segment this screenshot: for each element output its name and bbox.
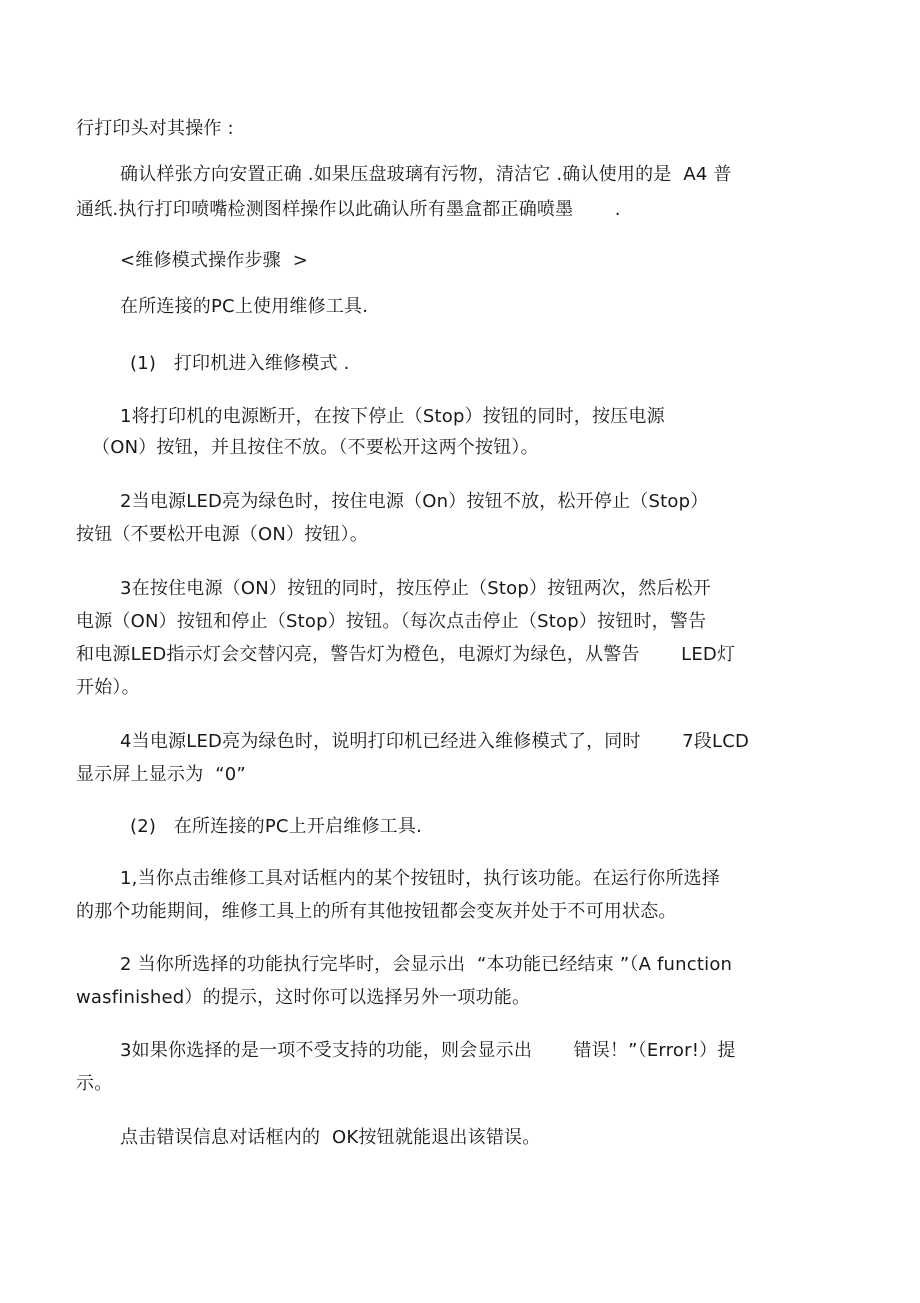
text-line: 行打印头对其操作 : (76, 118, 234, 139)
text-line: 3如果你选择的是一项不受支持的功能，则会显示出 错误！”（Error!）提 (120, 1040, 736, 1061)
text-line: 点击错误信息对话框内的 OK按钮就能退出该错误。 (120, 1127, 541, 1148)
text-line: 的那个功能期间，维修工具上的所有其他按钮都会变灰并处于不可用状态。 (76, 901, 677, 922)
text-line: 确认样张方向安置正确 .如果压盘玻璃有污物，清洁它 .确认使用的是 A4 普 (120, 164, 732, 185)
step-heading: (2) 在所连接的PC上开启维修工具. (130, 816, 423, 837)
step-heading: (1) 打印机进入维修模式 . (130, 353, 350, 374)
text-line: 开始）。 (76, 677, 140, 698)
text-line: 按钮（不要松开电源（ON）按钮）。 (76, 524, 369, 545)
text-line: 2 当你所选择的功能执行完毕时，会显示出 “本功能已经结束 ”（A function (120, 954, 733, 975)
text-line: 1将打印机的电源断开，在按下停止（Stop）按钮的同时，按压电源 (120, 406, 665, 427)
text-line: 通纸.执行打印喷嘴检测图样操作以此确认所有墨盒都正确喷墨 . (76, 199, 621, 220)
text-line: 4当电源LED亮为绿色时，说明打印机已经进入维修模式了，同时 7段LCD (120, 731, 750, 752)
text-line: 示。 (76, 1073, 113, 1094)
text-line: （ON）按钮，并且按住不放。（不要松开这两个按钮）。 (92, 437, 539, 458)
text-line: 在所连接的PC上使用维修工具. (120, 296, 369, 317)
text-line: wasfinished）的提示，这时你可以选择另外一项功能。 (76, 987, 531, 1008)
section-heading: <维修模式操作步骤 > (120, 250, 309, 271)
text-line: 显示屏上显示为 “0” (76, 764, 246, 785)
text-line: 电源（ON）按钮和停止（Stop）按钮。（每次点击停止（Stop）按钮时，警告 (76, 611, 707, 632)
text-line: 和电源LED指示灯会交替闪亮，警告灯为橙色，电源灯为绿色，从警告 LED灯 (76, 644, 736, 665)
text-line: 3在按住电源（ON）按钮的同时，按压停止（Stop）按钮两次，然后松开 (120, 578, 712, 599)
text-line: 1,当你点击维修工具对话框内的某个按钮时，执行该功能。在运行你所选择 (120, 868, 720, 889)
text-line: 2当电源LED亮为绿色时，按住电源（On）按钮不放，松开停止（Stop） (120, 491, 709, 512)
